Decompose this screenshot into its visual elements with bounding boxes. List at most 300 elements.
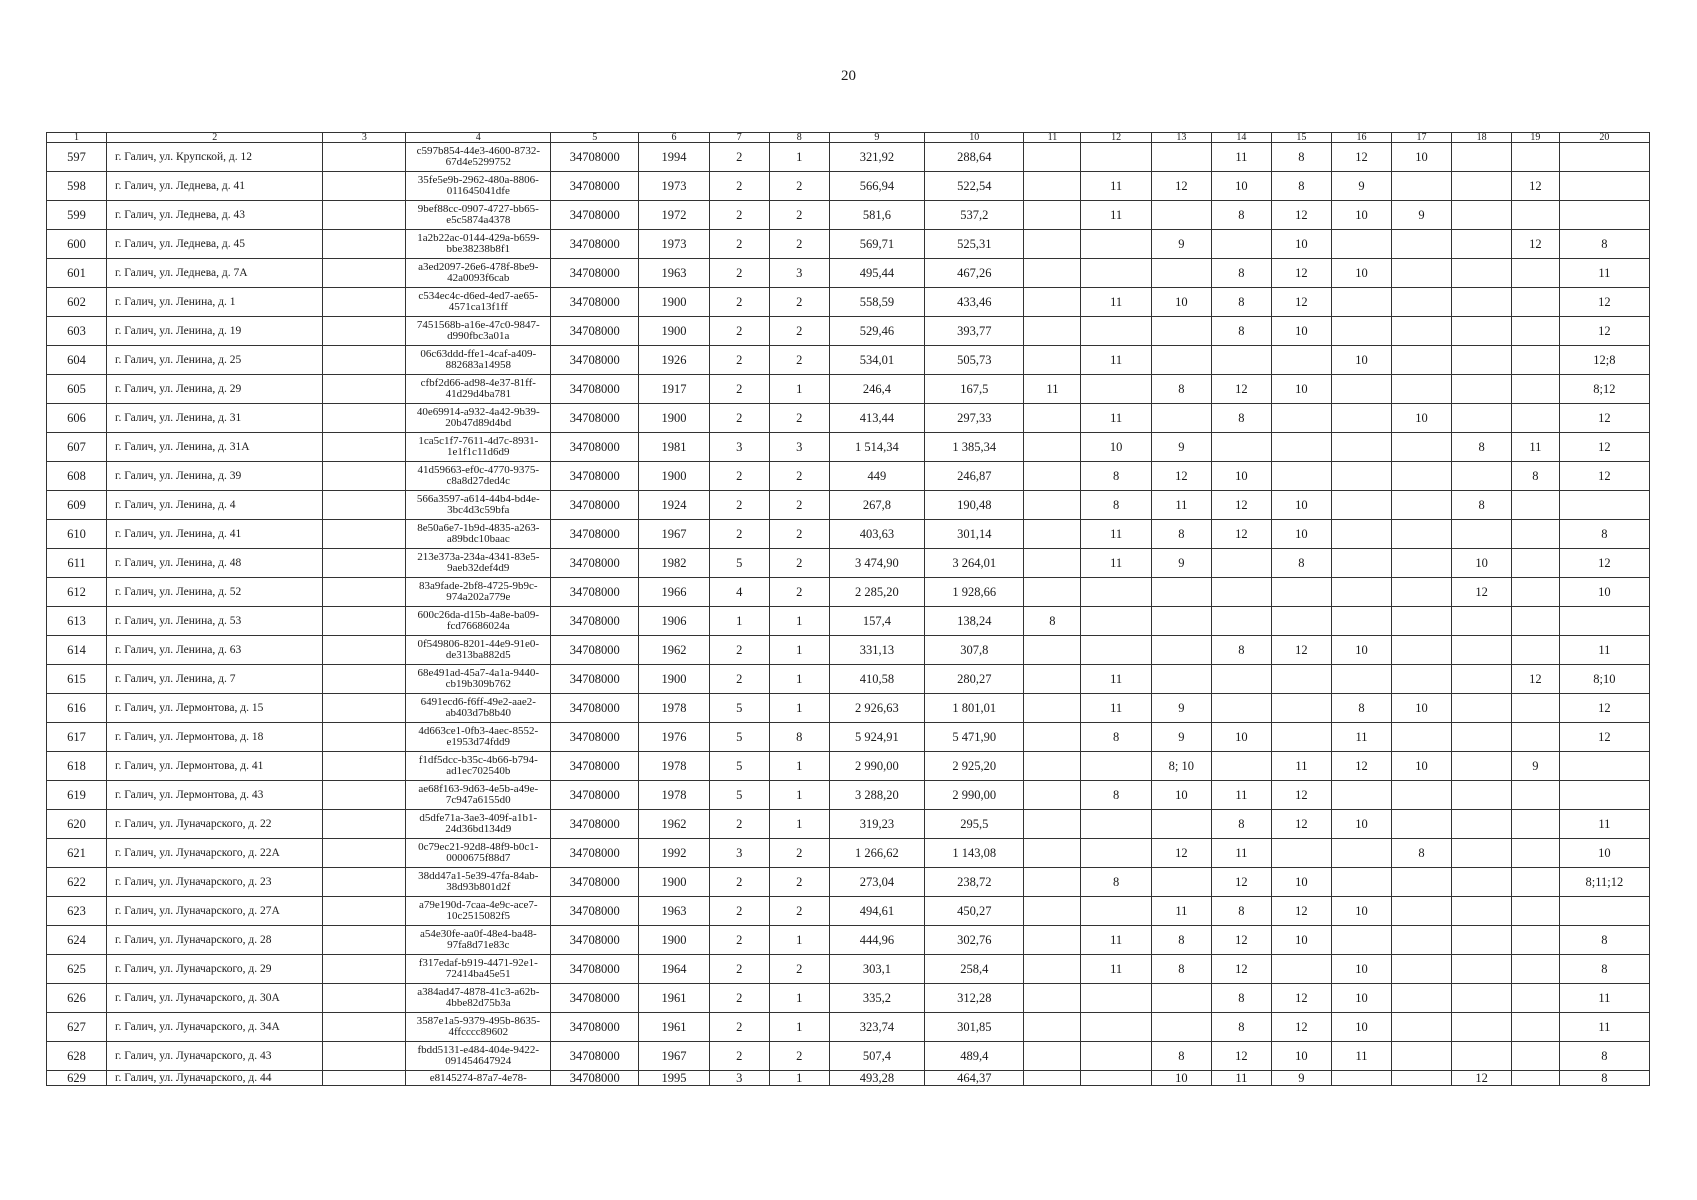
cell-col-13 bbox=[1151, 259, 1211, 288]
cell-entrances: 1 bbox=[769, 810, 829, 839]
table-row bbox=[47, 810, 1650, 839]
cell-total-area: 3 288,20 bbox=[829, 781, 924, 810]
cell-col-13 bbox=[1151, 810, 1211, 839]
cell-col-17 bbox=[1392, 172, 1452, 201]
cell-floors: 2 bbox=[709, 143, 769, 172]
cell-col-14: 12 bbox=[1211, 1042, 1271, 1071]
cell-col-20: 12 bbox=[1559, 404, 1649, 433]
cell-floors: 2 bbox=[709, 172, 769, 201]
cell-floors: 5 bbox=[709, 694, 769, 723]
cell-col-14: 11 bbox=[1211, 781, 1271, 810]
cell-row-number: 613 bbox=[47, 607, 107, 636]
cell-entrances: 8 bbox=[769, 723, 829, 752]
cell-build-year: 1973 bbox=[639, 230, 709, 259]
cell-col-18 bbox=[1452, 636, 1512, 665]
cell-col-15: 10 bbox=[1271, 491, 1331, 520]
cell-floors: 2 bbox=[709, 462, 769, 491]
cell-col-3 bbox=[323, 404, 406, 433]
cell-total-area: 335,2 bbox=[829, 984, 924, 1013]
cell-col-17: 10 bbox=[1392, 752, 1452, 781]
table-row bbox=[47, 491, 1650, 520]
cell-row-number: 626 bbox=[47, 984, 107, 1013]
cell-total-area: 2 990,00 bbox=[829, 752, 924, 781]
table-row bbox=[47, 259, 1650, 288]
cell-oktmo-code: 34708000 bbox=[551, 955, 639, 984]
cell-col-20: 8;10 bbox=[1559, 665, 1649, 694]
cell-col-11 bbox=[1024, 317, 1081, 346]
cell-col-12 bbox=[1081, 607, 1151, 636]
cell-build-year: 1972 bbox=[639, 201, 709, 230]
cell-house-uuid: 0c79ec21-92d8-48f9-b0c1-0000675f88d7 bbox=[406, 839, 551, 868]
cell-house-uuid: 600c26da-d15b-4a8e-ba09-fcd76686024a bbox=[406, 607, 551, 636]
cell-col-19 bbox=[1512, 375, 1560, 404]
cell-build-year: 1917 bbox=[639, 375, 709, 404]
cell-col-18 bbox=[1452, 230, 1512, 259]
cell-col-16 bbox=[1331, 288, 1391, 317]
cell-row-number: 609 bbox=[47, 491, 107, 520]
column-number-13: 13 bbox=[1151, 133, 1211, 143]
cell-col-19 bbox=[1512, 201, 1560, 230]
cell-col-14: 8 bbox=[1211, 201, 1271, 230]
cell-col-15: 8 bbox=[1271, 172, 1331, 201]
cell-col-18 bbox=[1452, 1042, 1512, 1071]
cell-col-13 bbox=[1151, 143, 1211, 172]
cell-house-uuid: 68e491ad-45a7-4a1a-9440-cb19b309b762 bbox=[406, 665, 551, 694]
cell-col-16: 9 bbox=[1331, 172, 1391, 201]
cell-address: г. Галич, ул. Ленина, д. 52 bbox=[107, 578, 323, 607]
cell-col-13: 8 bbox=[1151, 955, 1211, 984]
cell-col-13 bbox=[1151, 868, 1211, 897]
cell-col-3 bbox=[323, 433, 406, 462]
cell-col-18: 10 bbox=[1452, 549, 1512, 578]
cell-col-18 bbox=[1452, 752, 1512, 781]
cell-col-11 bbox=[1024, 868, 1081, 897]
cell-oktmo-code: 34708000 bbox=[551, 288, 639, 317]
cell-oktmo-code: 34708000 bbox=[551, 491, 639, 520]
cell-total-area: 444,96 bbox=[829, 926, 924, 955]
column-number-4: 4 bbox=[406, 133, 551, 143]
cell-living-area: 2 990,00 bbox=[925, 781, 1024, 810]
cell-col-17 bbox=[1392, 868, 1452, 897]
cell-build-year: 1906 bbox=[639, 607, 709, 636]
cell-col-19 bbox=[1512, 607, 1560, 636]
cell-row-number: 602 bbox=[47, 288, 107, 317]
cell-col-19 bbox=[1512, 810, 1560, 839]
cell-col-19 bbox=[1512, 897, 1560, 926]
cell-col-17 bbox=[1392, 636, 1452, 665]
table-row bbox=[47, 201, 1650, 230]
cell-house-uuid: a79e190d-7caa-4e9c-ace7-10c2515082f5 bbox=[406, 897, 551, 926]
cell-col-20: 8 bbox=[1559, 230, 1649, 259]
cell-build-year: 1924 bbox=[639, 491, 709, 520]
cell-row-number: 597 bbox=[47, 143, 107, 172]
cell-total-area: 581,6 bbox=[829, 201, 924, 230]
cell-floors: 2 bbox=[709, 404, 769, 433]
cell-col-19 bbox=[1512, 694, 1560, 723]
cell-col-15: 8 bbox=[1271, 143, 1331, 172]
cell-row-number: 601 bbox=[47, 259, 107, 288]
cell-col-16: 10 bbox=[1331, 897, 1391, 926]
cell-row-number: 620 bbox=[47, 810, 107, 839]
cell-col-11 bbox=[1024, 926, 1081, 955]
cell-col-13: 9 bbox=[1151, 433, 1211, 462]
cell-col-17 bbox=[1392, 462, 1452, 491]
cell-col-16 bbox=[1331, 926, 1391, 955]
cell-address: г. Галич, ул. Луначарского, д. 44 bbox=[107, 1071, 323, 1086]
cell-total-area: 303,1 bbox=[829, 955, 924, 984]
cell-col-18: 12 bbox=[1452, 578, 1512, 607]
cell-house-uuid: 40e69914-a932-4a42-9b39-20b47d89d4bd bbox=[406, 404, 551, 433]
cell-col-14: 12 bbox=[1211, 926, 1271, 955]
cell-col-20: 12 bbox=[1559, 288, 1649, 317]
cell-col-13 bbox=[1151, 346, 1211, 375]
cell-col-12 bbox=[1081, 984, 1151, 1013]
cell-col-20: 8 bbox=[1559, 926, 1649, 955]
cell-col-19 bbox=[1512, 1013, 1560, 1042]
cell-row-number: 628 bbox=[47, 1042, 107, 1071]
cell-col-11 bbox=[1024, 288, 1081, 317]
cell-col-16 bbox=[1331, 230, 1391, 259]
cell-house-uuid: a54e30fe-aa0f-48e4-ba48-97fa8d71e83c bbox=[406, 926, 551, 955]
cell-row-number: 621 bbox=[47, 839, 107, 868]
cell-col-11 bbox=[1024, 723, 1081, 752]
cell-oktmo-code: 34708000 bbox=[551, 694, 639, 723]
cell-living-area: 258,4 bbox=[925, 955, 1024, 984]
cell-col-13: 12 bbox=[1151, 172, 1211, 201]
cell-address: г. Галич, ул. Леднева, д. 43 bbox=[107, 201, 323, 230]
cell-col-13 bbox=[1151, 578, 1211, 607]
cell-floors: 2 bbox=[709, 201, 769, 230]
cell-col-15 bbox=[1271, 607, 1331, 636]
cell-col-19: 8 bbox=[1512, 462, 1560, 491]
cell-build-year: 1973 bbox=[639, 172, 709, 201]
cell-col-14: 12 bbox=[1211, 955, 1271, 984]
cell-address: г. Галич, ул. Леднева, д. 41 bbox=[107, 172, 323, 201]
cell-build-year: 1962 bbox=[639, 636, 709, 665]
cell-floors: 2 bbox=[709, 636, 769, 665]
cell-col-3 bbox=[323, 143, 406, 172]
cell-entrances: 1 bbox=[769, 1013, 829, 1042]
cell-col-3 bbox=[323, 926, 406, 955]
column-number-6: 6 bbox=[639, 133, 709, 143]
cell-col-12: 8 bbox=[1081, 781, 1151, 810]
cell-col-14: 10 bbox=[1211, 462, 1271, 491]
cell-build-year: 1900 bbox=[639, 317, 709, 346]
cell-col-12 bbox=[1081, 375, 1151, 404]
cell-address: г. Галич, ул. Ленина, д. 63 bbox=[107, 636, 323, 665]
cell-col-20: 12 bbox=[1559, 549, 1649, 578]
cell-col-11 bbox=[1024, 230, 1081, 259]
cell-oktmo-code: 34708000 bbox=[551, 404, 639, 433]
cell-col-12: 11 bbox=[1081, 926, 1151, 955]
cell-col-12: 11 bbox=[1081, 201, 1151, 230]
cell-build-year: 1900 bbox=[639, 926, 709, 955]
table-row bbox=[47, 172, 1650, 201]
cell-col-11 bbox=[1024, 259, 1081, 288]
cell-entrances: 2 bbox=[769, 1042, 829, 1071]
cell-total-area: 157,4 bbox=[829, 607, 924, 636]
cell-row-number: 623 bbox=[47, 897, 107, 926]
cell-col-17: 10 bbox=[1392, 143, 1452, 172]
cell-col-14 bbox=[1211, 665, 1271, 694]
cell-oktmo-code: 34708000 bbox=[551, 1071, 639, 1086]
cell-col-12 bbox=[1081, 636, 1151, 665]
table-row bbox=[47, 955, 1650, 984]
cell-house-uuid: 4d663ce1-0fb3-4aec-8552-e1953d74fdd9 bbox=[406, 723, 551, 752]
cell-col-3 bbox=[323, 810, 406, 839]
table-row bbox=[47, 723, 1650, 752]
cell-col-20: 12;8 bbox=[1559, 346, 1649, 375]
housing-registry-table bbox=[46, 132, 1650, 1086]
table-row bbox=[47, 462, 1650, 491]
cell-col-18 bbox=[1452, 694, 1512, 723]
cell-col-11: 11 bbox=[1024, 375, 1081, 404]
column-number-11: 11 bbox=[1024, 133, 1081, 143]
cell-col-19 bbox=[1512, 839, 1560, 868]
cell-total-area: 3 474,90 bbox=[829, 549, 924, 578]
cell-col-19 bbox=[1512, 926, 1560, 955]
cell-col-14: 10 bbox=[1211, 723, 1271, 752]
cell-col-13 bbox=[1151, 607, 1211, 636]
cell-col-15: 12 bbox=[1271, 288, 1331, 317]
cell-floors: 2 bbox=[709, 288, 769, 317]
cell-floors: 2 bbox=[709, 897, 769, 926]
cell-col-18 bbox=[1452, 781, 1512, 810]
cell-col-16 bbox=[1331, 1071, 1391, 1086]
cell-address: г. Галич, ул. Луначарского, д. 29 bbox=[107, 955, 323, 984]
cell-entrances: 1 bbox=[769, 636, 829, 665]
cell-living-area: 238,72 bbox=[925, 868, 1024, 897]
cell-col-17 bbox=[1392, 607, 1452, 636]
cell-col-3 bbox=[323, 752, 406, 781]
cell-col-14: 12 bbox=[1211, 868, 1271, 897]
cell-col-15: 12 bbox=[1271, 636, 1331, 665]
cell-entrances: 1 bbox=[769, 752, 829, 781]
cell-col-18 bbox=[1452, 143, 1512, 172]
cell-col-13: 8 bbox=[1151, 1042, 1211, 1071]
cell-col-14: 12 bbox=[1211, 520, 1271, 549]
cell-col-12: 11 bbox=[1081, 955, 1151, 984]
cell-build-year: 1976 bbox=[639, 723, 709, 752]
table-row bbox=[47, 781, 1650, 810]
cell-col-14: 8 bbox=[1211, 636, 1271, 665]
cell-col-16 bbox=[1331, 317, 1391, 346]
cell-col-12: 11 bbox=[1081, 172, 1151, 201]
cell-col-16 bbox=[1331, 520, 1391, 549]
cell-living-area: 467,26 bbox=[925, 259, 1024, 288]
column-number-19: 19 bbox=[1512, 133, 1560, 143]
cell-col-13: 10 bbox=[1151, 781, 1211, 810]
cell-living-area: 288,64 bbox=[925, 143, 1024, 172]
cell-col-3 bbox=[323, 259, 406, 288]
cell-col-15 bbox=[1271, 578, 1331, 607]
cell-oktmo-code: 34708000 bbox=[551, 665, 639, 694]
table-row bbox=[47, 143, 1650, 172]
cell-address: г. Галич, ул. Луначарского, д. 23 bbox=[107, 868, 323, 897]
cell-col-19: 12 bbox=[1512, 230, 1560, 259]
column-number-7: 7 bbox=[709, 133, 769, 143]
cell-row-number: 605 bbox=[47, 375, 107, 404]
cell-col-15 bbox=[1271, 346, 1331, 375]
cell-col-13 bbox=[1151, 665, 1211, 694]
cell-col-17 bbox=[1392, 1013, 1452, 1042]
cell-col-19 bbox=[1512, 1042, 1560, 1071]
cell-col-13 bbox=[1151, 201, 1211, 230]
cell-build-year: 1978 bbox=[639, 752, 709, 781]
cell-total-area: 494,61 bbox=[829, 897, 924, 926]
cell-oktmo-code: 34708000 bbox=[551, 723, 639, 752]
cell-col-19 bbox=[1512, 549, 1560, 578]
cell-col-12 bbox=[1081, 1013, 1151, 1042]
cell-col-18 bbox=[1452, 1013, 1512, 1042]
cell-col-11 bbox=[1024, 781, 1081, 810]
cell-house-uuid: 35fe5e9b-2962-480a-8806-011645041dfe bbox=[406, 172, 551, 201]
cell-col-3 bbox=[323, 172, 406, 201]
cell-col-17: 10 bbox=[1392, 404, 1452, 433]
cell-house-uuid: 213e373a-234a-4341-83e5-9aeb32def4d9 bbox=[406, 549, 551, 578]
cell-col-20: 8;12 bbox=[1559, 375, 1649, 404]
cell-total-area: 323,74 bbox=[829, 1013, 924, 1042]
cell-col-11 bbox=[1024, 172, 1081, 201]
cell-col-20: 8 bbox=[1559, 1071, 1649, 1086]
column-number-12: 12 bbox=[1081, 133, 1151, 143]
cell-col-19 bbox=[1512, 636, 1560, 665]
cell-col-18 bbox=[1452, 955, 1512, 984]
cell-col-18 bbox=[1452, 723, 1512, 752]
cell-col-15: 10 bbox=[1271, 520, 1331, 549]
cell-col-15: 10 bbox=[1271, 1042, 1331, 1071]
cell-col-12 bbox=[1081, 317, 1151, 346]
cell-col-13: 9 bbox=[1151, 549, 1211, 578]
cell-house-uuid: 7451568b-a16e-47c0-9847-d990fbc3a01a bbox=[406, 317, 551, 346]
cell-floors: 2 bbox=[709, 955, 769, 984]
cell-floors: 2 bbox=[709, 984, 769, 1013]
cell-col-3 bbox=[323, 984, 406, 1013]
cell-col-17 bbox=[1392, 810, 1452, 839]
cell-address: г. Галич, ул. Ленина, д. 39 bbox=[107, 462, 323, 491]
cell-floors: 5 bbox=[709, 752, 769, 781]
cell-col-16 bbox=[1331, 491, 1391, 520]
cell-oktmo-code: 34708000 bbox=[551, 346, 639, 375]
cell-oktmo-code: 34708000 bbox=[551, 810, 639, 839]
cell-entrances: 2 bbox=[769, 201, 829, 230]
cell-entrances: 2 bbox=[769, 288, 829, 317]
cell-row-number: 629 bbox=[47, 1071, 107, 1086]
cell-col-12 bbox=[1081, 897, 1151, 926]
cell-col-16 bbox=[1331, 607, 1391, 636]
cell-address: г. Галич, ул. Ленина, д. 1 bbox=[107, 288, 323, 317]
cell-address: г. Галич, ул. Леднева, д. 45 bbox=[107, 230, 323, 259]
cell-col-15 bbox=[1271, 404, 1331, 433]
cell-address: г. Галич, ул. Лермонтова, д. 41 bbox=[107, 752, 323, 781]
cell-house-uuid: a3ed2097-26e6-478f-8be9-42a0093f6cab bbox=[406, 259, 551, 288]
cell-col-14: 8 bbox=[1211, 288, 1271, 317]
cell-oktmo-code: 34708000 bbox=[551, 839, 639, 868]
cell-col-11 bbox=[1024, 665, 1081, 694]
cell-address: г. Галич, ул. Ленина, д. 29 bbox=[107, 375, 323, 404]
cell-row-number: 598 bbox=[47, 172, 107, 201]
table-row bbox=[47, 288, 1650, 317]
cell-col-3 bbox=[323, 868, 406, 897]
cell-col-15 bbox=[1271, 694, 1331, 723]
cell-col-11 bbox=[1024, 404, 1081, 433]
cell-living-area: 393,77 bbox=[925, 317, 1024, 346]
cell-total-area: 413,44 bbox=[829, 404, 924, 433]
table-row bbox=[47, 1071, 1650, 1086]
cell-entrances: 1 bbox=[769, 694, 829, 723]
cell-col-15 bbox=[1271, 665, 1331, 694]
cell-living-area: 5 471,90 bbox=[925, 723, 1024, 752]
cell-house-uuid: a384ad47-4878-41c3-a62b-4bbe82d75b3a bbox=[406, 984, 551, 1013]
cell-col-18 bbox=[1452, 839, 1512, 868]
cell-living-area: 295,5 bbox=[925, 810, 1024, 839]
column-number-18: 18 bbox=[1452, 133, 1512, 143]
cell-col-15: 12 bbox=[1271, 259, 1331, 288]
cell-col-11 bbox=[1024, 549, 1081, 578]
cell-house-uuid: 566a3597-a614-44b4-bd4e-3bc4d3c59bfa bbox=[406, 491, 551, 520]
cell-col-12: 11 bbox=[1081, 549, 1151, 578]
cell-col-19: 9 bbox=[1512, 752, 1560, 781]
cell-col-14: 8 bbox=[1211, 897, 1271, 926]
cell-col-3 bbox=[323, 375, 406, 404]
cell-entrances: 2 bbox=[769, 317, 829, 346]
cell-col-20 bbox=[1559, 752, 1649, 781]
cell-floors: 3 bbox=[709, 1071, 769, 1086]
cell-col-15: 10 bbox=[1271, 230, 1331, 259]
cell-total-area: 321,92 bbox=[829, 143, 924, 172]
cell-col-16: 10 bbox=[1331, 984, 1391, 1013]
cell-living-area: 464,37 bbox=[925, 1071, 1024, 1086]
cell-col-16: 10 bbox=[1331, 636, 1391, 665]
cell-col-20 bbox=[1559, 201, 1649, 230]
cell-row-number: 617 bbox=[47, 723, 107, 752]
cell-col-3 bbox=[323, 839, 406, 868]
cell-col-13: 9 bbox=[1151, 723, 1211, 752]
cell-col-3 bbox=[323, 1042, 406, 1071]
cell-row-number: 625 bbox=[47, 955, 107, 984]
cell-living-area: 522,54 bbox=[925, 172, 1024, 201]
cell-col-18: 8 bbox=[1452, 433, 1512, 462]
cell-col-16 bbox=[1331, 404, 1391, 433]
cell-col-20: 8;11;12 bbox=[1559, 868, 1649, 897]
cell-oktmo-code: 34708000 bbox=[551, 926, 639, 955]
cell-col-15: 8 bbox=[1271, 549, 1331, 578]
cell-col-16 bbox=[1331, 781, 1391, 810]
cell-col-19 bbox=[1512, 491, 1560, 520]
cell-col-13: 9 bbox=[1151, 694, 1211, 723]
cell-oktmo-code: 34708000 bbox=[551, 897, 639, 926]
cell-col-16: 11 bbox=[1331, 1042, 1391, 1071]
cell-entrances: 1 bbox=[769, 143, 829, 172]
cell-oktmo-code: 34708000 bbox=[551, 549, 639, 578]
table-row bbox=[47, 752, 1650, 781]
cell-living-area: 1 801,01 bbox=[925, 694, 1024, 723]
cell-build-year: 1995 bbox=[639, 1071, 709, 1086]
cell-col-18 bbox=[1452, 375, 1512, 404]
cell-living-area: 301,14 bbox=[925, 520, 1024, 549]
cell-col-19 bbox=[1512, 868, 1560, 897]
cell-house-uuid: 38dd47a1-5e39-47fa-84ab-38d93b801d2f bbox=[406, 868, 551, 897]
cell-house-uuid: c534ec4c-d6ed-4ed7-ae65-4571ca13f1ff bbox=[406, 288, 551, 317]
cell-total-area: 449 bbox=[829, 462, 924, 491]
cell-col-19 bbox=[1512, 317, 1560, 346]
column-number-15: 15 bbox=[1271, 133, 1331, 143]
cell-entrances: 2 bbox=[769, 578, 829, 607]
column-number-16: 16 bbox=[1331, 133, 1391, 143]
cell-build-year: 1961 bbox=[639, 1013, 709, 1042]
cell-oktmo-code: 34708000 bbox=[551, 752, 639, 781]
cell-row-number: 600 bbox=[47, 230, 107, 259]
